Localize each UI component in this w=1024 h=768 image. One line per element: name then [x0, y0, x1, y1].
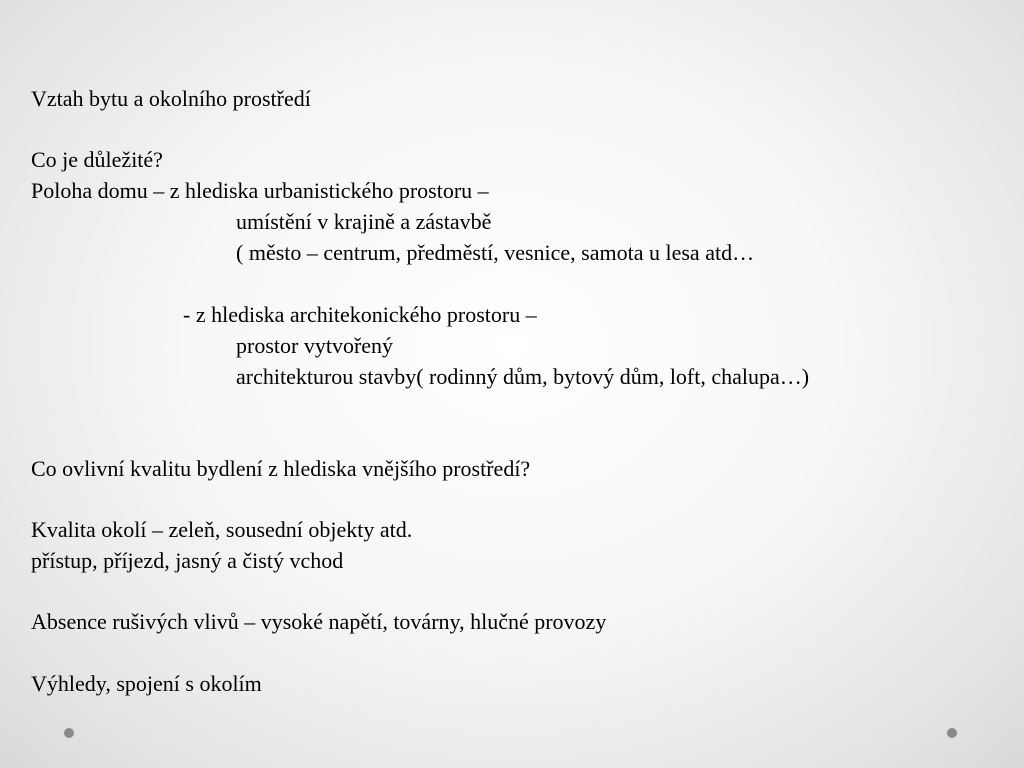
- text-line: Výhledy, spojení s okolím: [31, 671, 262, 696]
- text-line: umístění v krajině a zástavbě: [236, 209, 492, 234]
- text-line: ( město – centrum, předměstí, vesnice, samota u lesa atd…: [236, 240, 755, 265]
- slide-title: Vztah bytu a okolního prostředí: [31, 86, 311, 111]
- text-line: Absence rušivých vlivů – vysoké napětí, továrny, hlučné provozy: [31, 609, 607, 634]
- text-line: prostor vytvořený: [236, 333, 394, 358]
- text-line: - z hlediska architekonického prostoru –: [183, 302, 537, 327]
- question-heading: Co je důležité?: [31, 147, 163, 172]
- text-line: Kvalita okolí – zeleň, sousední objekty atd.: [31, 517, 413, 542]
- text-line: Poloha domu – z hlediska urbanistického prostoru –: [31, 178, 489, 203]
- corner-dot-right: [947, 728, 957, 738]
- text-line: architekturou stavby( rodinný dům, bytový dům, loft, chalupa…): [236, 364, 810, 389]
- text-line: přístup, příjezd, jasný a čistý vchod: [31, 548, 344, 573]
- corner-dot-left: [64, 728, 74, 738]
- question-heading: Co ovlivní kvalitu bydlení z hlediska vnějšího prostředí?: [31, 456, 531, 481]
